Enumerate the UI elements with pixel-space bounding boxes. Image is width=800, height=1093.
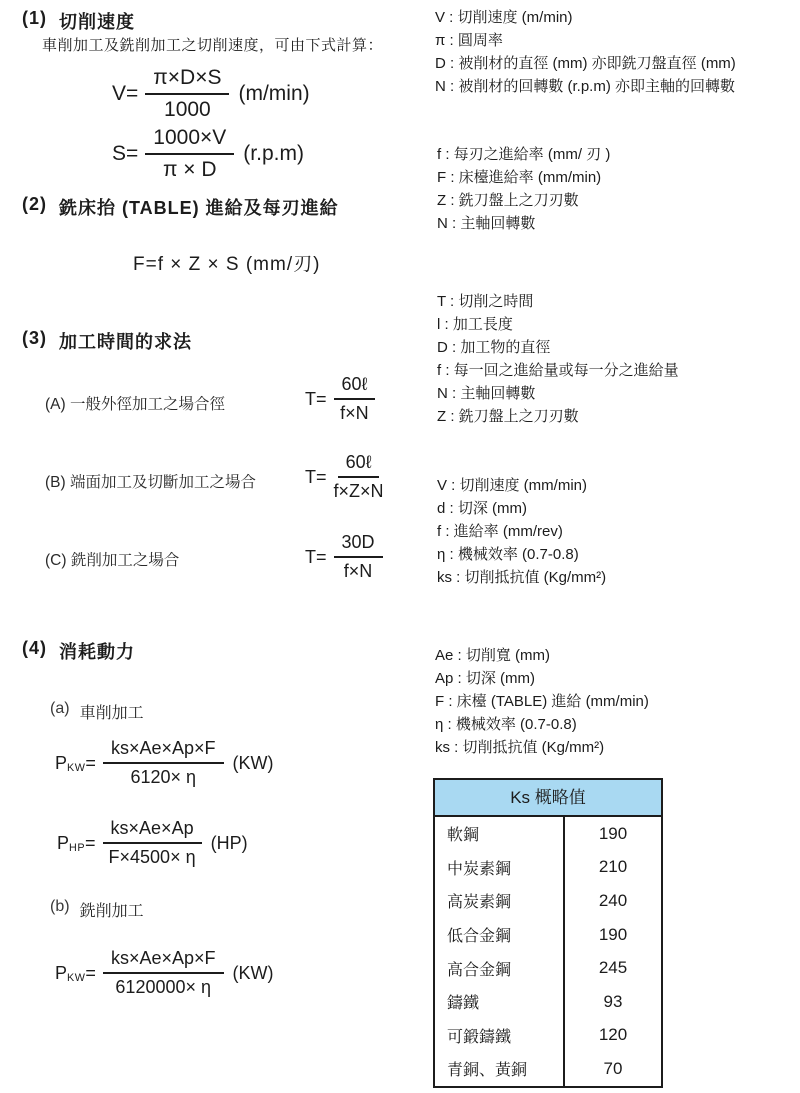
table-cell-material: 可鍛鑄鐵 xyxy=(447,1028,512,1046)
legend-line: N : 被削材的回轉數 (r.p.m) 亦即主軸的回轉數 xyxy=(435,78,736,95)
formula-lhs: T= xyxy=(305,546,327,567)
fraction-denominator: 6120× η xyxy=(130,767,197,787)
subsection-b-heading xyxy=(50,898,144,921)
legend-line: ks : 切削抵抗值 (Kg/mm²) xyxy=(435,739,605,756)
fraction-numerator: 30D xyxy=(334,532,383,558)
section4-title: 消耗動力 xyxy=(59,642,135,662)
ks-table-body xyxy=(435,817,661,1086)
fraction xyxy=(145,126,234,182)
formula-table-feed: F=f × Z × S (mm/刃) xyxy=(133,254,321,275)
fraction-denominator: f×N xyxy=(343,561,373,581)
table-cell-material: 鑄鐵 xyxy=(447,995,480,1013)
legend-line: N : 主軸回轉數 xyxy=(437,385,536,402)
section3-heading xyxy=(22,328,192,354)
fraction-numerator: ks×Ae×Ap×F xyxy=(103,738,224,764)
formula-time-case-a xyxy=(305,374,382,424)
ks-table xyxy=(433,778,663,1088)
fraction xyxy=(334,374,376,424)
table-cell-material: 青銅、黃銅 xyxy=(447,1062,528,1080)
table-cell-value: 190 xyxy=(598,823,628,843)
table-cell-value: 240 xyxy=(598,890,628,910)
table-cell-material: 軟鋼 xyxy=(447,827,480,845)
case-letter: (B) xyxy=(45,474,66,491)
section1-number: (1) xyxy=(22,8,47,28)
fraction-denominator: f×Z×N xyxy=(333,481,384,501)
fraction-numerator: 60ℓ xyxy=(338,452,380,478)
formula-spindle-speed-s xyxy=(112,126,304,182)
legend-line: D : 加工物的直徑 xyxy=(437,339,551,356)
table-cell-value: 120 xyxy=(598,1025,628,1045)
formula-unit: (KW) xyxy=(232,962,274,983)
section2-title: 銑床抬 (TABLE) 進給及每刃進給 xyxy=(59,198,339,218)
section1-subtitle: 車削加工及銑削加工之切削速度，可由下式計算： xyxy=(42,37,384,54)
formula-time-case-b xyxy=(305,452,391,502)
fraction xyxy=(334,532,383,582)
legend-line: l : 加工長度 xyxy=(437,316,513,333)
section4-heading xyxy=(22,638,135,664)
legend-line: η : 機械效率 (0.7-0.8) xyxy=(437,546,579,563)
legend-line: η : 機械效率 (0.7-0.8) xyxy=(435,716,577,733)
formula-lhs: PHP= xyxy=(57,832,96,854)
section3-number: (3) xyxy=(22,328,47,348)
legend-line: V : 切削速度 (m/min) xyxy=(435,9,573,26)
section3-title: 加工時間的求法 xyxy=(59,332,192,352)
legend-line: π : 圓周率 xyxy=(435,32,503,49)
subsection-a-heading xyxy=(50,700,144,723)
formula-lhs: V= xyxy=(112,82,139,105)
section2-heading xyxy=(22,194,339,220)
fraction xyxy=(103,818,202,868)
fraction-numerator: 60ℓ xyxy=(334,374,376,400)
fraction-numerator: ks×Ae×Ap×F xyxy=(103,948,224,974)
fraction-numerator: π×D×S xyxy=(145,66,229,95)
legend-line: N : 主軸回轉數 xyxy=(437,215,536,232)
table-cell-value: 245 xyxy=(598,958,628,978)
fraction-denominator: f×N xyxy=(340,403,369,423)
section1-heading xyxy=(22,8,135,34)
legend-line: Z : 銑刀盤上之刀刃數 xyxy=(437,192,579,209)
legend-line: d : 切深 (mm) xyxy=(437,500,527,517)
legend-cutting-speed xyxy=(435,6,736,98)
legend-line: f : 每一回之進給量或每一分之進給量 xyxy=(437,362,679,379)
legend-line: Ae : 切削寬 (mm) xyxy=(435,647,550,664)
legend-line: T : 切削之時間 xyxy=(437,293,534,310)
subsection-title: 銑削加工 xyxy=(79,903,144,920)
fraction xyxy=(334,452,384,502)
table-cell-value: 93 xyxy=(603,991,623,1011)
ks-table-title: Ks 概略值 xyxy=(435,780,661,817)
formula-time-case-c xyxy=(305,532,390,582)
legend-line: Z : 銑刀盤上之刀刃數 xyxy=(437,408,579,425)
formula-unit: (m/min) xyxy=(238,82,310,105)
fraction-denominator: 6120000× η xyxy=(115,977,212,997)
case-description: 一般外徑加工之場合徑 xyxy=(69,396,225,413)
legend-line: Ap : 切深 (mm) xyxy=(435,670,535,687)
fraction xyxy=(103,738,224,788)
table-cell-material: 低合金鋼 xyxy=(447,928,512,946)
legend-machining-time xyxy=(437,290,679,428)
legend-power-turning xyxy=(437,474,606,589)
subsection-title: 車削加工 xyxy=(79,705,144,722)
formula-lhs: S= xyxy=(112,142,139,165)
subsection-letter: (b) xyxy=(50,898,70,915)
fraction-numerator: 1000×V xyxy=(145,126,234,155)
table-cell-material: 高合金鋼 xyxy=(447,961,512,979)
table-cell-value: 190 xyxy=(598,924,628,944)
fraction xyxy=(103,948,224,998)
case-b-label xyxy=(45,470,256,492)
section2-number: (2) xyxy=(22,194,47,214)
formula-power-kw-milling xyxy=(55,948,274,998)
ks-table-value-column xyxy=(565,817,661,1086)
case-letter: (C) xyxy=(45,552,67,569)
formula-cutting-speed-v xyxy=(112,66,310,122)
fraction-denominator: F×4500× η xyxy=(108,847,196,867)
formula-unit: (KW) xyxy=(232,752,274,773)
formula-power-hp-turning xyxy=(57,818,248,868)
formula-lhs: PKW= xyxy=(55,752,96,774)
fraction-numerator: ks×Ae×Ap xyxy=(103,818,202,844)
legend-line: f : 每刃之進給率 (mm/ 刃 ) xyxy=(437,146,611,163)
case-letter: (A) xyxy=(45,396,66,413)
section4-number: (4) xyxy=(22,638,47,658)
legend-line: ks : 切削抵抗值 (Kg/mm²) xyxy=(437,569,607,586)
legend-feed xyxy=(437,143,610,235)
formula-lhs: T= xyxy=(305,466,327,487)
legend-line: f : 進給率 (mm/rev) xyxy=(437,523,563,540)
section1-title: 切削速度 xyxy=(59,12,135,32)
table-cell-material: 高炭素鋼 xyxy=(447,894,512,912)
formula-lhs: PKW= xyxy=(55,962,96,984)
legend-line: V : 切削速度 (mm/min) xyxy=(437,477,587,494)
case-a-label xyxy=(45,392,225,414)
ks-table-material-column xyxy=(435,817,565,1086)
formula-power-kw-turning xyxy=(55,738,274,788)
formula-unit: (HP) xyxy=(210,832,248,853)
legend-line: F : 床檯進給率 (mm/min) xyxy=(437,169,602,186)
case-c-label xyxy=(45,548,179,570)
fraction-denominator: 1000 xyxy=(164,98,211,121)
fraction xyxy=(145,66,229,122)
legend-line: F : 床檯 (TABLE) 進給 (mm/min) xyxy=(435,693,649,710)
case-description: 銑削加工之場合 xyxy=(70,552,180,569)
fraction-denominator: π × D xyxy=(162,158,217,181)
subsection-letter: (a) xyxy=(50,700,70,717)
table-cell-material: 中炭素鋼 xyxy=(447,860,512,878)
formula-lhs: T= xyxy=(305,388,327,409)
legend-line: D : 被削材的直徑 (mm) 亦即銑刀盤直徑 (mm) xyxy=(435,55,736,72)
table-cell-value: 210 xyxy=(598,857,628,877)
formula-unit: (r.p.m) xyxy=(243,142,304,165)
case-description: 端面加工及切斷加工之場合 xyxy=(69,474,256,491)
table-cell-value: 70 xyxy=(603,1058,623,1078)
legend-power-milling xyxy=(435,644,649,759)
